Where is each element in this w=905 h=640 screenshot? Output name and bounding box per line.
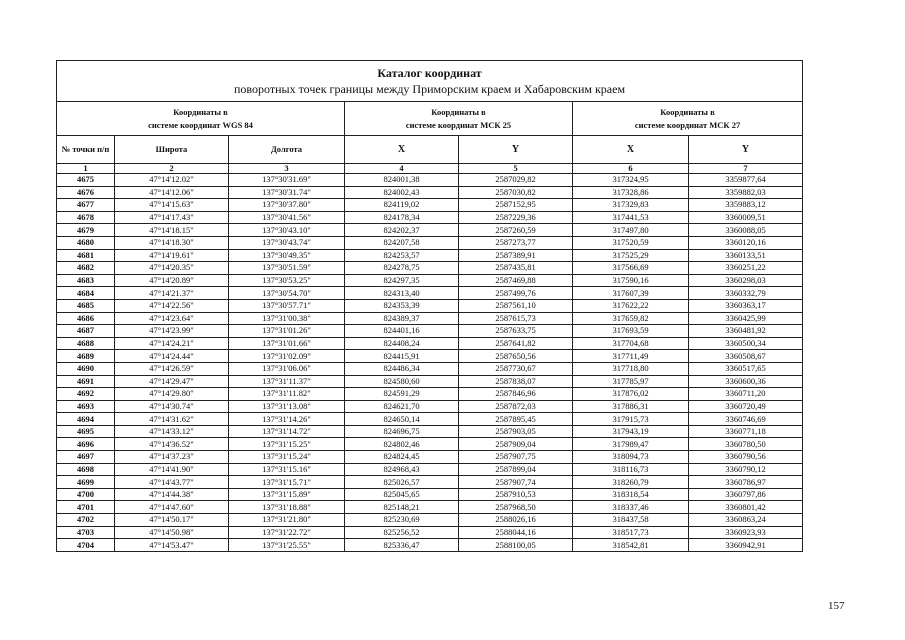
y-msk27-cell: 3360600,36 — [689, 375, 803, 388]
x-msk25-cell: 824353,39 — [345, 299, 459, 312]
y-msk27-cell: 3360797,86 — [689, 488, 803, 501]
column-header-y-msk25: Y — [459, 136, 573, 164]
system-label: Координаты в — [173, 106, 228, 117]
table-row — [57, 438, 803, 451]
x-msk27-cell: 318318,54 — [573, 488, 689, 501]
y-msk27-cell: 3360009,51 — [689, 211, 803, 224]
y-msk27-cell: 3360251,22 — [689, 262, 803, 275]
column-header-point: № точки п/п — [57, 136, 115, 164]
x-msk27-cell: 318337,46 — [573, 501, 689, 514]
table-row — [57, 262, 803, 275]
longitude-cell: 137°30'41.56" — [229, 211, 345, 224]
latitude-cell: 47°14'44.38" — [115, 488, 229, 501]
column-number: 6 — [573, 164, 689, 174]
x-msk25-cell: 824001,38 — [345, 174, 459, 187]
y-msk27-cell: 3360720,49 — [689, 400, 803, 413]
system-name: системе координат МСК 25 — [405, 119, 512, 130]
longitude-cell: 137°31'11.37" — [229, 375, 345, 388]
table-row — [57, 451, 803, 464]
table-row — [57, 350, 803, 363]
x-msk25-cell: 824278,75 — [345, 262, 459, 275]
table-row — [57, 425, 803, 438]
longitude-cell: 137°31'01.66" — [229, 337, 345, 350]
y-msk27-cell: 3360133,51 — [689, 249, 803, 262]
point-number-cell: 4685 — [57, 299, 115, 312]
point-number-cell: 4703 — [57, 526, 115, 539]
x-msk27-cell: 317520,59 — [573, 236, 689, 249]
point-number-cell: 4680 — [57, 236, 115, 249]
y-msk25-cell: 2587909,04 — [459, 438, 573, 451]
y-msk25-cell: 2587872,03 — [459, 400, 573, 413]
y-msk27-cell: 3360780,50 — [689, 438, 803, 451]
point-number-cell: 4684 — [57, 287, 115, 300]
x-msk27-cell: 317886,31 — [573, 400, 689, 413]
y-msk25-cell: 2587561,10 — [459, 299, 573, 312]
y-msk27-cell: 3360790,12 — [689, 463, 803, 476]
longitude-cell: 137°30'49.35" — [229, 249, 345, 262]
longitude-cell: 137°31'01.26" — [229, 325, 345, 338]
x-msk25-cell: 824968,43 — [345, 463, 459, 476]
y-msk25-cell: 2587895,45 — [459, 413, 573, 426]
y-msk25-cell: 2587730,67 — [459, 362, 573, 375]
y-msk27-cell: 3360711,20 — [689, 388, 803, 401]
y-msk27-cell: 3360517,65 — [689, 362, 803, 375]
y-msk25-cell: 2587615,73 — [459, 312, 573, 325]
column-header-x-msk27: X — [573, 136, 689, 164]
system-name: системе координат WGS 84 — [148, 119, 253, 130]
point-number-cell: 4702 — [57, 514, 115, 527]
point-number-cell: 4695 — [57, 425, 115, 438]
x-msk25-cell: 825336,47 — [345, 539, 459, 552]
point-number-cell: 4678 — [57, 211, 115, 224]
x-msk25-cell: 824389,37 — [345, 312, 459, 325]
latitude-cell: 47°14'17.43" — [115, 211, 229, 224]
longitude-cell: 137°31'18.88" — [229, 501, 345, 514]
x-msk27-cell: 317622,22 — [573, 299, 689, 312]
x-msk25-cell: 824297,35 — [345, 274, 459, 287]
x-msk25-cell: 824415,91 — [345, 350, 459, 363]
point-number-cell: 4694 — [57, 413, 115, 426]
latitude-cell: 47°14'31.62" — [115, 413, 229, 426]
table-row — [57, 274, 803, 287]
catalog-subtitle: поворотных точек границы между Приморским краем и Хабаровским краем — [234, 82, 626, 96]
x-msk27-cell: 317324,95 — [573, 174, 689, 187]
longitude-cell: 137°31'21.80" — [229, 514, 345, 527]
longitude-cell: 137°30'31.74" — [229, 186, 345, 199]
latitude-cell: 47°14'19.61" — [115, 249, 229, 262]
latitude-cell: 47°14'18.15" — [115, 224, 229, 237]
longitude-cell: 137°31'15.71" — [229, 476, 345, 489]
point-number-cell: 4682 — [57, 262, 115, 275]
point-number-cell: 4698 — [57, 463, 115, 476]
y-msk25-cell: 2587030,82 — [459, 186, 573, 199]
x-msk27-cell: 318517,73 — [573, 526, 689, 539]
longitude-cell: 137°31'25.55" — [229, 539, 345, 552]
y-msk25-cell: 2587435,81 — [459, 262, 573, 275]
latitude-cell: 47°14'20.89" — [115, 274, 229, 287]
table-row — [57, 249, 803, 262]
x-msk25-cell: 824207,58 — [345, 236, 459, 249]
column-number: 4 — [345, 164, 459, 174]
y-msk25-cell: 2587469,88 — [459, 274, 573, 287]
x-msk27-cell: 317525,29 — [573, 249, 689, 262]
x-msk27-cell: 317328,86 — [573, 186, 689, 199]
column-number-row — [57, 164, 803, 174]
point-number-cell: 4675 — [57, 174, 115, 187]
column-header-y-msk27: Y — [689, 136, 803, 164]
table-row — [57, 463, 803, 476]
x-msk27-cell: 318437,58 — [573, 514, 689, 527]
x-msk25-cell: 824401,16 — [345, 325, 459, 338]
y-msk27-cell: 3360790,56 — [689, 451, 803, 464]
latitude-cell: 47°14'43.77" — [115, 476, 229, 489]
point-number-cell: 4681 — [57, 249, 115, 262]
point-number-cell: 4697 — [57, 451, 115, 464]
longitude-cell: 137°31'15.16" — [229, 463, 345, 476]
x-msk27-cell: 317693,59 — [573, 325, 689, 338]
latitude-cell: 47°14'18.30" — [115, 236, 229, 249]
point-number-cell: 4676 — [57, 186, 115, 199]
column-number: 2 — [115, 164, 229, 174]
column-header-x-msk25: X — [345, 136, 459, 164]
y-msk25-cell: 2587641,82 — [459, 337, 573, 350]
table-row — [57, 236, 803, 249]
x-msk25-cell: 824119,02 — [345, 199, 459, 212]
x-msk27-cell: 317711,49 — [573, 350, 689, 363]
longitude-cell: 137°30'43.10" — [229, 224, 345, 237]
latitude-cell: 47°14'24.44" — [115, 350, 229, 363]
system-header-msk27 — [573, 102, 803, 136]
latitude-cell: 47°14'41.90" — [115, 463, 229, 476]
y-msk27-cell: 3360863,24 — [689, 514, 803, 527]
x-msk27-cell: 317590,16 — [573, 274, 689, 287]
y-msk25-cell: 2587907,74 — [459, 476, 573, 489]
longitude-cell: 137°31'13.08" — [229, 400, 345, 413]
point-number-cell: 4696 — [57, 438, 115, 451]
x-msk27-cell: 317659,82 — [573, 312, 689, 325]
latitude-cell: 47°14'23.64" — [115, 312, 229, 325]
longitude-cell: 137°31'06.06" — [229, 362, 345, 375]
x-msk27-cell: 318260,79 — [573, 476, 689, 489]
point-number-cell: 4704 — [57, 539, 115, 552]
x-msk27-cell: 317785,97 — [573, 375, 689, 388]
x-msk25-cell: 824408,24 — [345, 337, 459, 350]
y-msk27-cell: 3360425,99 — [689, 312, 803, 325]
table-row — [57, 299, 803, 312]
longitude-cell: 137°30'43.74" — [229, 236, 345, 249]
x-msk27-cell: 317718,80 — [573, 362, 689, 375]
system-label: Координаты в — [431, 106, 486, 117]
point-number-cell: 4689 — [57, 350, 115, 363]
longitude-cell: 137°31'14.72" — [229, 425, 345, 438]
x-msk25-cell: 824202,37 — [345, 224, 459, 237]
y-msk27-cell: 3360786,97 — [689, 476, 803, 489]
column-header-longitude: Долгота — [229, 136, 345, 164]
table-row — [57, 501, 803, 514]
column-number: 7 — [689, 164, 803, 174]
x-msk25-cell: 824178,34 — [345, 211, 459, 224]
x-msk27-cell: 317943,19 — [573, 425, 689, 438]
x-msk25-cell: 825230,69 — [345, 514, 459, 527]
longitude-cell: 137°30'57.71" — [229, 299, 345, 312]
y-msk25-cell: 2587389,91 — [459, 249, 573, 262]
latitude-cell: 47°14'23.99" — [115, 325, 229, 338]
latitude-cell: 47°14'22.56" — [115, 299, 229, 312]
page-number: 157 — [828, 600, 845, 612]
point-number-cell: 4686 — [57, 312, 115, 325]
x-msk27-cell: 318094,73 — [573, 451, 689, 464]
table-row — [57, 312, 803, 325]
coordinate-catalog — [56, 60, 802, 552]
y-msk27-cell: 3360923,93 — [689, 526, 803, 539]
point-number-cell: 4692 — [57, 388, 115, 401]
x-msk25-cell: 825045,65 — [345, 488, 459, 501]
y-msk27-cell: 3360508,67 — [689, 350, 803, 363]
table-row — [57, 488, 803, 501]
latitude-cell: 47°14'21.37" — [115, 287, 229, 300]
y-msk25-cell: 2587260,59 — [459, 224, 573, 237]
x-msk25-cell: 824580,60 — [345, 375, 459, 388]
x-msk25-cell: 824002,43 — [345, 186, 459, 199]
y-msk27-cell: 3360500,34 — [689, 337, 803, 350]
table-row — [57, 388, 803, 401]
table-row — [57, 375, 803, 388]
point-number-cell: 4679 — [57, 224, 115, 237]
latitude-cell: 47°14'12.02" — [115, 174, 229, 187]
y-msk25-cell: 2587273,77 — [459, 236, 573, 249]
longitude-cell: 137°31'15.25" — [229, 438, 345, 451]
x-msk25-cell: 825256,52 — [345, 526, 459, 539]
table-row — [57, 476, 803, 489]
longitude-cell: 137°30'54.70" — [229, 287, 345, 300]
y-msk27-cell: 3360481,92 — [689, 325, 803, 338]
point-number-cell: 4690 — [57, 362, 115, 375]
y-msk25-cell: 2588100,05 — [459, 539, 573, 552]
y-msk27-cell: 3360332,79 — [689, 287, 803, 300]
y-msk27-cell: 3360088,05 — [689, 224, 803, 237]
table-row — [57, 526, 803, 539]
y-msk25-cell: 2587650,56 — [459, 350, 573, 363]
latitude-cell: 47°14'15.63" — [115, 199, 229, 212]
x-msk25-cell: 825148,21 — [345, 501, 459, 514]
y-msk25-cell: 2587910,53 — [459, 488, 573, 501]
y-msk27-cell: 3360120,16 — [689, 236, 803, 249]
longitude-cell: 137°31'22.72" — [229, 526, 345, 539]
y-msk25-cell: 2587152,95 — [459, 199, 573, 212]
y-msk25-cell: 2587229,36 — [459, 211, 573, 224]
column-number: 3 — [229, 164, 345, 174]
y-msk25-cell: 2587903,05 — [459, 425, 573, 438]
column-number: 5 — [459, 164, 573, 174]
table-body — [57, 174, 803, 552]
x-msk25-cell: 824802,46 — [345, 438, 459, 451]
latitude-cell: 47°14'30.74" — [115, 400, 229, 413]
point-number-cell: 4688 — [57, 337, 115, 350]
y-msk25-cell: 2587899,04 — [459, 463, 573, 476]
point-number-cell: 4699 — [57, 476, 115, 489]
longitude-cell: 137°30'51.59" — [229, 262, 345, 275]
table-row — [57, 211, 803, 224]
table-row — [57, 539, 803, 552]
system-header-msk25 — [345, 102, 573, 136]
latitude-cell: 47°14'33.12" — [115, 425, 229, 438]
y-msk27-cell: 3360363,17 — [689, 299, 803, 312]
table-row — [57, 287, 803, 300]
longitude-cell: 137°31'15.24" — [229, 451, 345, 464]
latitude-cell: 47°14'47.60" — [115, 501, 229, 514]
x-msk27-cell: 317566,69 — [573, 262, 689, 275]
table-row — [57, 413, 803, 426]
point-number-cell: 4687 — [57, 325, 115, 338]
longitude-cell: 137°30'31.69" — [229, 174, 345, 187]
y-msk25-cell: 2587907,75 — [459, 451, 573, 464]
latitude-cell: 47°14'36.52" — [115, 438, 229, 451]
longitude-cell: 137°30'53.25" — [229, 274, 345, 287]
x-msk27-cell: 317989,47 — [573, 438, 689, 451]
x-msk27-cell: 317329,83 — [573, 199, 689, 212]
y-msk27-cell: 3359877,64 — [689, 174, 803, 187]
longitude-cell: 137°31'00.38" — [229, 312, 345, 325]
x-msk27-cell: 318542,81 — [573, 539, 689, 552]
longitude-cell: 137°31'15.89" — [229, 488, 345, 501]
y-msk25-cell: 2587846,96 — [459, 388, 573, 401]
table-row — [57, 337, 803, 350]
x-msk27-cell: 317704,68 — [573, 337, 689, 350]
y-msk25-cell: 2587029,82 — [459, 174, 573, 187]
point-number-cell: 4677 — [57, 199, 115, 212]
table-row — [57, 199, 803, 212]
y-msk25-cell: 2588044,16 — [459, 526, 573, 539]
x-msk25-cell: 824650,14 — [345, 413, 459, 426]
y-msk27-cell: 3359882,03 — [689, 186, 803, 199]
y-msk25-cell: 2587838,07 — [459, 375, 573, 388]
table-row — [57, 514, 803, 527]
x-msk27-cell: 317876,02 — [573, 388, 689, 401]
latitude-cell: 47°14'20.35" — [115, 262, 229, 275]
latitude-cell: 47°14'12.06" — [115, 186, 229, 199]
y-msk25-cell: 2588026,16 — [459, 514, 573, 527]
x-msk25-cell: 824696,75 — [345, 425, 459, 438]
column-number: 1 — [57, 164, 115, 174]
table-title — [57, 61, 803, 102]
latitude-cell: 47°14'53.47" — [115, 539, 229, 552]
x-msk25-cell: 824486,34 — [345, 362, 459, 375]
point-number-cell: 4693 — [57, 400, 115, 413]
point-number-cell: 4700 — [57, 488, 115, 501]
latitude-cell: 47°14'29.47" — [115, 375, 229, 388]
point-number-cell: 4701 — [57, 501, 115, 514]
y-msk27-cell: 3360746,69 — [689, 413, 803, 426]
x-msk27-cell: 318116,73 — [573, 463, 689, 476]
point-number-cell: 4683 — [57, 274, 115, 287]
longitude-cell: 137°30'37.80" — [229, 199, 345, 212]
y-msk25-cell: 2587499,76 — [459, 287, 573, 300]
system-name: системе координат МСК 27 — [634, 119, 741, 130]
x-msk25-cell: 824621,70 — [345, 400, 459, 413]
table-row — [57, 224, 803, 237]
table-row — [57, 174, 803, 187]
table-row — [57, 325, 803, 338]
x-msk25-cell: 825026,57 — [345, 476, 459, 489]
latitude-cell: 47°14'50.98" — [115, 526, 229, 539]
system-label: Координаты в — [660, 106, 715, 117]
latitude-cell: 47°14'26.59" — [115, 362, 229, 375]
y-msk27-cell: 3360942,91 — [689, 539, 803, 552]
latitude-cell: 47°14'24.21" — [115, 337, 229, 350]
x-msk27-cell: 317607,39 — [573, 287, 689, 300]
x-msk27-cell: 317497,80 — [573, 224, 689, 237]
y-msk25-cell: 2587968,50 — [459, 501, 573, 514]
longitude-cell: 137°31'11.82" — [229, 388, 345, 401]
y-msk27-cell: 3360298,03 — [689, 274, 803, 287]
y-msk25-cell: 2587633,75 — [459, 325, 573, 338]
table-row — [57, 362, 803, 375]
x-msk27-cell: 317915,73 — [573, 413, 689, 426]
catalog-title: Каталог координат — [377, 66, 482, 80]
x-msk25-cell: 824824,45 — [345, 451, 459, 464]
coordinate-table — [56, 60, 803, 552]
table-row — [57, 186, 803, 199]
latitude-cell: 47°14'50.17" — [115, 514, 229, 527]
latitude-cell: 47°14'29.80" — [115, 388, 229, 401]
y-msk27-cell: 3359883,12 — [689, 199, 803, 212]
table-row — [57, 400, 803, 413]
x-msk25-cell: 824253,57 — [345, 249, 459, 262]
system-header-wgs84 — [57, 102, 345, 136]
latitude-cell: 47°14'37.23" — [115, 451, 229, 464]
point-number-cell: 4691 — [57, 375, 115, 388]
x-msk27-cell: 317441,53 — [573, 211, 689, 224]
x-msk25-cell: 824313,40 — [345, 287, 459, 300]
x-msk25-cell: 824591,29 — [345, 388, 459, 401]
longitude-cell: 137°31'14.26" — [229, 413, 345, 426]
longitude-cell: 137°31'02.09" — [229, 350, 345, 363]
y-msk27-cell: 3360801,42 — [689, 501, 803, 514]
column-header-latitude: Широта — [115, 136, 229, 164]
y-msk27-cell: 3360771,18 — [689, 425, 803, 438]
